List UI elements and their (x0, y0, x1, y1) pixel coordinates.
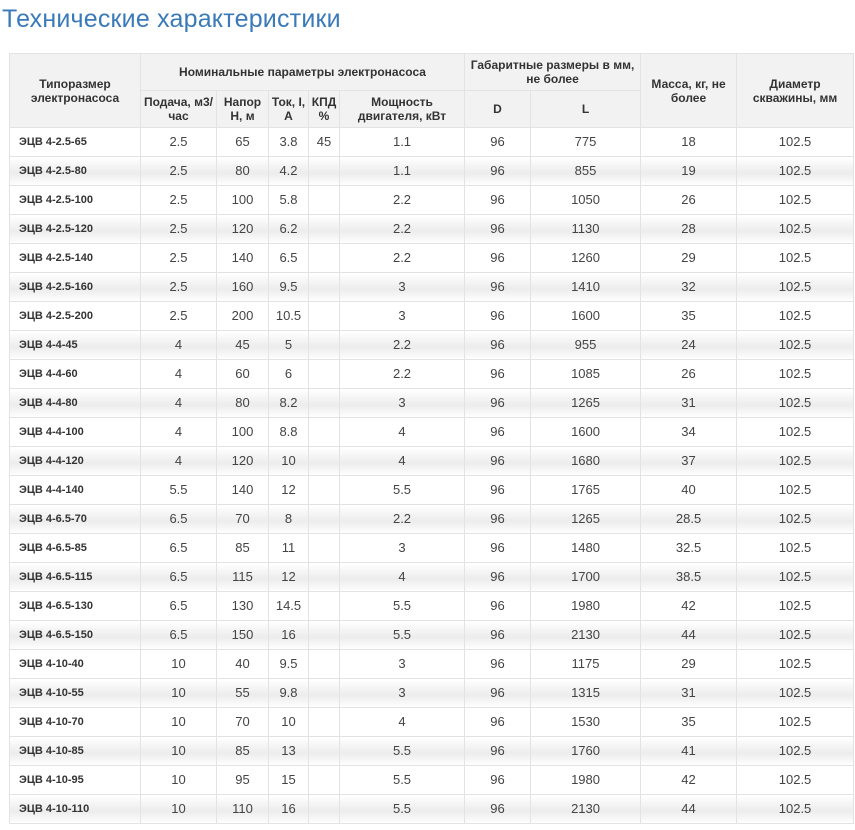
cell-d: 96 (465, 157, 531, 186)
table-row (10, 795, 854, 824)
cell-efficiency (309, 708, 340, 737)
cell-name: ЭЦВ 4-6.5-150 (10, 621, 141, 650)
cell-current: 15 (269, 766, 309, 795)
cell-power: 5.5 (340, 476, 465, 505)
cell-d: 96 (465, 534, 531, 563)
cell-name: ЭЦВ 4-4-120 (10, 447, 141, 476)
cell-mass: 26 (641, 360, 737, 389)
cell-head: 55 (217, 679, 269, 708)
cell-d: 96 (465, 186, 531, 215)
cell-flow: 10 (141, 679, 217, 708)
cell-well: 102.5 (737, 302, 854, 331)
cell-flow: 10 (141, 737, 217, 766)
table-row (10, 737, 854, 766)
table-row (10, 418, 854, 447)
cell-current: 11 (269, 534, 309, 563)
cell-l: 1980 (531, 766, 641, 795)
cell-d: 96 (465, 360, 531, 389)
cell-flow: 2.5 (141, 186, 217, 215)
cell-d: 96 (465, 650, 531, 679)
cell-well: 102.5 (737, 418, 854, 447)
cell-d: 96 (465, 795, 531, 824)
cell-name: ЭЦВ 4-2.5-140 (10, 244, 141, 273)
cell-efficiency: 45 (309, 128, 340, 157)
cell-name: ЭЦВ 4-6.5-115 (10, 563, 141, 592)
cell-mass: 31 (641, 679, 737, 708)
cell-flow: 4 (141, 389, 217, 418)
table-row (10, 621, 854, 650)
cell-d: 96 (465, 418, 531, 447)
cell-d: 96 (465, 476, 531, 505)
cell-efficiency (309, 215, 340, 244)
cell-name: ЭЦВ 4-6.5-85 (10, 534, 141, 563)
cell-well: 102.5 (737, 621, 854, 650)
cell-power: 3 (340, 389, 465, 418)
cell-efficiency (309, 795, 340, 824)
cell-name: ЭЦВ 4-4-100 (10, 418, 141, 447)
cell-power: 5.5 (340, 766, 465, 795)
cell-flow: 10 (141, 795, 217, 824)
cell-d: 96 (465, 273, 531, 302)
cell-mass: 44 (641, 621, 737, 650)
cell-mass: 38.5 (641, 563, 737, 592)
table-row (10, 360, 854, 389)
cell-current: 6 (269, 360, 309, 389)
cell-d: 96 (465, 505, 531, 534)
cell-efficiency (309, 737, 340, 766)
cell-d: 96 (465, 592, 531, 621)
cell-well: 102.5 (737, 244, 854, 273)
cell-mass: 35 (641, 708, 737, 737)
cell-l: 1130 (531, 215, 641, 244)
cell-d: 96 (465, 128, 531, 157)
cell-mass: 29 (641, 650, 737, 679)
cell-head: 120 (217, 215, 269, 244)
cell-power: 5.5 (340, 737, 465, 766)
cell-efficiency (309, 447, 340, 476)
header-power: Мощность двигателя, кВт (340, 91, 465, 128)
cell-efficiency (309, 621, 340, 650)
cell-name: ЭЦВ 4-6.5-130 (10, 592, 141, 621)
cell-well: 102.5 (737, 476, 854, 505)
header-current: Ток, I, A (269, 91, 309, 128)
cell-well: 102.5 (737, 360, 854, 389)
cell-efficiency (309, 273, 340, 302)
cell-mass: 34 (641, 418, 737, 447)
cell-well: 102.5 (737, 157, 854, 186)
table-row (10, 128, 854, 157)
cell-well: 102.5 (737, 128, 854, 157)
cell-current: 6.5 (269, 244, 309, 273)
cell-efficiency (309, 331, 340, 360)
table-row (10, 273, 854, 302)
cell-head: 45 (217, 331, 269, 360)
cell-l: 955 (531, 331, 641, 360)
cell-power: 1.1 (340, 157, 465, 186)
cell-name: ЭЦВ 4-4-60 (10, 360, 141, 389)
cell-efficiency (309, 592, 340, 621)
cell-mass: 44 (641, 795, 737, 824)
cell-mass: 24 (641, 331, 737, 360)
cell-current: 10 (269, 447, 309, 476)
page-title: Технические характеристики (2, 5, 341, 33)
cell-name: ЭЦВ 4-10-40 (10, 650, 141, 679)
cell-head: 85 (217, 534, 269, 563)
cell-l: 1760 (531, 737, 641, 766)
header-well: Диаметр скважины, мм (737, 54, 854, 128)
cell-efficiency (309, 650, 340, 679)
cell-head: 110 (217, 795, 269, 824)
header-type: Типоразмер электронасоса (10, 54, 141, 128)
cell-head: 85 (217, 737, 269, 766)
cell-current: 5 (269, 331, 309, 360)
table-row (10, 186, 854, 215)
cell-d: 96 (465, 679, 531, 708)
cell-mass: 32 (641, 273, 737, 302)
cell-efficiency (309, 302, 340, 331)
cell-head: 95 (217, 766, 269, 795)
cell-l: 1260 (531, 244, 641, 273)
cell-flow: 4 (141, 418, 217, 447)
cell-flow: 4 (141, 331, 217, 360)
cell-l: 1700 (531, 563, 641, 592)
cell-power: 2.2 (340, 186, 465, 215)
table-row (10, 650, 854, 679)
cell-current: 3.8 (269, 128, 309, 157)
cell-flow: 10 (141, 650, 217, 679)
cell-mass: 29 (641, 244, 737, 273)
cell-name: ЭЦВ 4-10-55 (10, 679, 141, 708)
cell-head: 140 (217, 476, 269, 505)
cell-flow: 2.5 (141, 244, 217, 273)
cell-power: 5.5 (340, 621, 465, 650)
header-efficiency: КПД % (309, 91, 340, 128)
cell-d: 96 (465, 621, 531, 650)
cell-mass: 18 (641, 128, 737, 157)
cell-well: 102.5 (737, 389, 854, 418)
cell-head: 200 (217, 302, 269, 331)
cell-l: 855 (531, 157, 641, 186)
cell-l: 2130 (531, 621, 641, 650)
cell-power: 3 (340, 302, 465, 331)
cell-l: 1315 (531, 679, 641, 708)
cell-head: 160 (217, 273, 269, 302)
table-row (10, 505, 854, 534)
cell-mass: 42 (641, 592, 737, 621)
cell-power: 3 (340, 534, 465, 563)
header-dimensions: Габаритные размеры в мм, не более (465, 54, 641, 91)
cell-power: 3 (340, 650, 465, 679)
cell-head: 80 (217, 389, 269, 418)
cell-efficiency (309, 534, 340, 563)
cell-power: 5.5 (340, 795, 465, 824)
cell-d: 96 (465, 244, 531, 273)
cell-power: 4 (340, 563, 465, 592)
cell-head: 65 (217, 128, 269, 157)
cell-name: ЭЦВ 4-4-80 (10, 389, 141, 418)
cell-d: 96 (465, 766, 531, 795)
cell-d: 96 (465, 302, 531, 331)
cell-power: 1.1 (340, 128, 465, 157)
cell-current: 8.2 (269, 389, 309, 418)
cell-well: 102.5 (737, 563, 854, 592)
cell-d: 96 (465, 737, 531, 766)
cell-head: 100 (217, 186, 269, 215)
cell-well: 102.5 (737, 331, 854, 360)
cell-efficiency (309, 244, 340, 273)
cell-mass: 41 (641, 737, 737, 766)
cell-l: 1265 (531, 505, 641, 534)
table-row (10, 766, 854, 795)
cell-name: ЭЦВ 4-10-85 (10, 737, 141, 766)
cell-l: 775 (531, 128, 641, 157)
cell-l: 1980 (531, 592, 641, 621)
cell-current: 9.8 (269, 679, 309, 708)
cell-well: 102.5 (737, 650, 854, 679)
cell-l: 1600 (531, 418, 641, 447)
cell-name: ЭЦВ 4-10-70 (10, 708, 141, 737)
cell-power: 3 (340, 273, 465, 302)
cell-power: 4 (340, 447, 465, 476)
cell-well: 102.5 (737, 737, 854, 766)
cell-flow: 6.5 (141, 534, 217, 563)
cell-l: 1680 (531, 447, 641, 476)
cell-flow: 2.5 (141, 157, 217, 186)
cell-d: 96 (465, 331, 531, 360)
cell-l: 1175 (531, 650, 641, 679)
cell-well: 102.5 (737, 592, 854, 621)
cell-flow: 2.5 (141, 128, 217, 157)
cell-mass: 40 (641, 476, 737, 505)
cell-current: 14.5 (269, 592, 309, 621)
cell-head: 100 (217, 418, 269, 447)
cell-flow: 2.5 (141, 215, 217, 244)
cell-mass: 19 (641, 157, 737, 186)
cell-flow: 5.5 (141, 476, 217, 505)
cell-efficiency (309, 157, 340, 186)
cell-mass: 28 (641, 215, 737, 244)
cell-well: 102.5 (737, 708, 854, 737)
table-row (10, 244, 854, 273)
cell-flow: 2.5 (141, 273, 217, 302)
table-row (10, 534, 854, 563)
cell-flow: 6.5 (141, 621, 217, 650)
cell-current: 13 (269, 737, 309, 766)
cell-mass: 32.5 (641, 534, 737, 563)
cell-well: 102.5 (737, 505, 854, 534)
cell-power: 4 (340, 418, 465, 447)
cell-efficiency (309, 563, 340, 592)
cell-d: 96 (465, 215, 531, 244)
cell-head: 150 (217, 621, 269, 650)
cell-flow: 6.5 (141, 592, 217, 621)
table-row (10, 592, 854, 621)
cell-well: 102.5 (737, 447, 854, 476)
cell-l: 1410 (531, 273, 641, 302)
cell-current: 10 (269, 708, 309, 737)
cell-well: 102.5 (737, 766, 854, 795)
cell-mass: 35 (641, 302, 737, 331)
cell-d: 96 (465, 708, 531, 737)
cell-well: 102.5 (737, 679, 854, 708)
spec-table (9, 53, 854, 824)
cell-efficiency (309, 505, 340, 534)
table-row (10, 331, 854, 360)
header-flow: Подача, м3/час (141, 91, 217, 128)
cell-d: 96 (465, 389, 531, 418)
table-row (10, 215, 854, 244)
cell-name: ЭЦВ 4-4-140 (10, 476, 141, 505)
cell-power: 2.2 (340, 215, 465, 244)
cell-current: 4.2 (269, 157, 309, 186)
cell-current: 9.5 (269, 273, 309, 302)
table-row (10, 302, 854, 331)
cell-flow: 4 (141, 447, 217, 476)
cell-name: ЭЦВ 4-10-95 (10, 766, 141, 795)
cell-well: 102.5 (737, 534, 854, 563)
table-row (10, 447, 854, 476)
cell-mass: 42 (641, 766, 737, 795)
cell-l: 1265 (531, 389, 641, 418)
cell-flow: 10 (141, 766, 217, 795)
cell-well: 102.5 (737, 186, 854, 215)
cell-name: ЭЦВ 4-10-110 (10, 795, 141, 824)
cell-power: 2.2 (340, 244, 465, 273)
cell-current: 9.5 (269, 650, 309, 679)
cell-efficiency (309, 389, 340, 418)
cell-name: ЭЦВ 4-2.5-200 (10, 302, 141, 331)
cell-head: 60 (217, 360, 269, 389)
cell-flow: 6.5 (141, 563, 217, 592)
cell-mass: 28.5 (641, 505, 737, 534)
cell-l: 1085 (531, 360, 641, 389)
cell-flow: 10 (141, 708, 217, 737)
cell-d: 96 (465, 447, 531, 476)
cell-power: 2.2 (340, 360, 465, 389)
cell-head: 120 (217, 447, 269, 476)
cell-l: 2130 (531, 795, 641, 824)
cell-l: 1050 (531, 186, 641, 215)
cell-mass: 26 (641, 186, 737, 215)
cell-head: 140 (217, 244, 269, 273)
cell-head: 115 (217, 563, 269, 592)
cell-current: 16 (269, 621, 309, 650)
cell-efficiency (309, 418, 340, 447)
cell-name: ЭЦВ 4-2.5-80 (10, 157, 141, 186)
cell-power: 2.2 (340, 505, 465, 534)
table-row (10, 157, 854, 186)
cell-name: ЭЦВ 4-2.5-65 (10, 128, 141, 157)
cell-current: 6.2 (269, 215, 309, 244)
cell-d: 96 (465, 563, 531, 592)
cell-efficiency (309, 186, 340, 215)
cell-efficiency (309, 679, 340, 708)
cell-name: ЭЦВ 4-6.5-70 (10, 505, 141, 534)
cell-head: 70 (217, 505, 269, 534)
table-header (10, 54, 854, 128)
cell-current: 12 (269, 476, 309, 505)
table-row (10, 563, 854, 592)
cell-flow: 6.5 (141, 505, 217, 534)
cell-power: 2.2 (340, 331, 465, 360)
table-row (10, 679, 854, 708)
cell-l: 1480 (531, 534, 641, 563)
cell-head: 70 (217, 708, 269, 737)
header-d: D (465, 91, 531, 128)
header-nominal: Номинальные параметры электронасоса (141, 54, 465, 91)
cell-l: 1530 (531, 708, 641, 737)
cell-name: ЭЦВ 4-2.5-120 (10, 215, 141, 244)
cell-power: 5.5 (340, 592, 465, 621)
cell-head: 130 (217, 592, 269, 621)
cell-efficiency (309, 476, 340, 505)
cell-mass: 37 (641, 447, 737, 476)
header-l: L (531, 91, 641, 128)
header-head: Напор Н, м (217, 91, 269, 128)
cell-well: 102.5 (737, 795, 854, 824)
cell-efficiency (309, 360, 340, 389)
cell-current: 8 (269, 505, 309, 534)
cell-name: ЭЦВ 4-2.5-100 (10, 186, 141, 215)
cell-efficiency (309, 766, 340, 795)
cell-head: 80 (217, 157, 269, 186)
cell-mass: 31 (641, 389, 737, 418)
cell-head: 40 (217, 650, 269, 679)
cell-name: ЭЦВ 4-4-45 (10, 331, 141, 360)
table-row (10, 476, 854, 505)
cell-l: 1600 (531, 302, 641, 331)
header-mass: Масса, кг, не более (641, 54, 737, 128)
table-body (10, 128, 854, 824)
cell-well: 102.5 (737, 273, 854, 302)
table-row (10, 389, 854, 418)
cell-current: 12 (269, 563, 309, 592)
cell-current: 5.8 (269, 186, 309, 215)
cell-power: 3 (340, 679, 465, 708)
cell-flow: 4 (141, 360, 217, 389)
cell-current: 16 (269, 795, 309, 824)
table-row (10, 708, 854, 737)
cell-l: 1765 (531, 476, 641, 505)
cell-power: 4 (340, 708, 465, 737)
cell-name: ЭЦВ 4-2.5-160 (10, 273, 141, 302)
cell-flow: 2.5 (141, 302, 217, 331)
cell-current: 8.8 (269, 418, 309, 447)
cell-well: 102.5 (737, 215, 854, 244)
cell-current: 10.5 (269, 302, 309, 331)
